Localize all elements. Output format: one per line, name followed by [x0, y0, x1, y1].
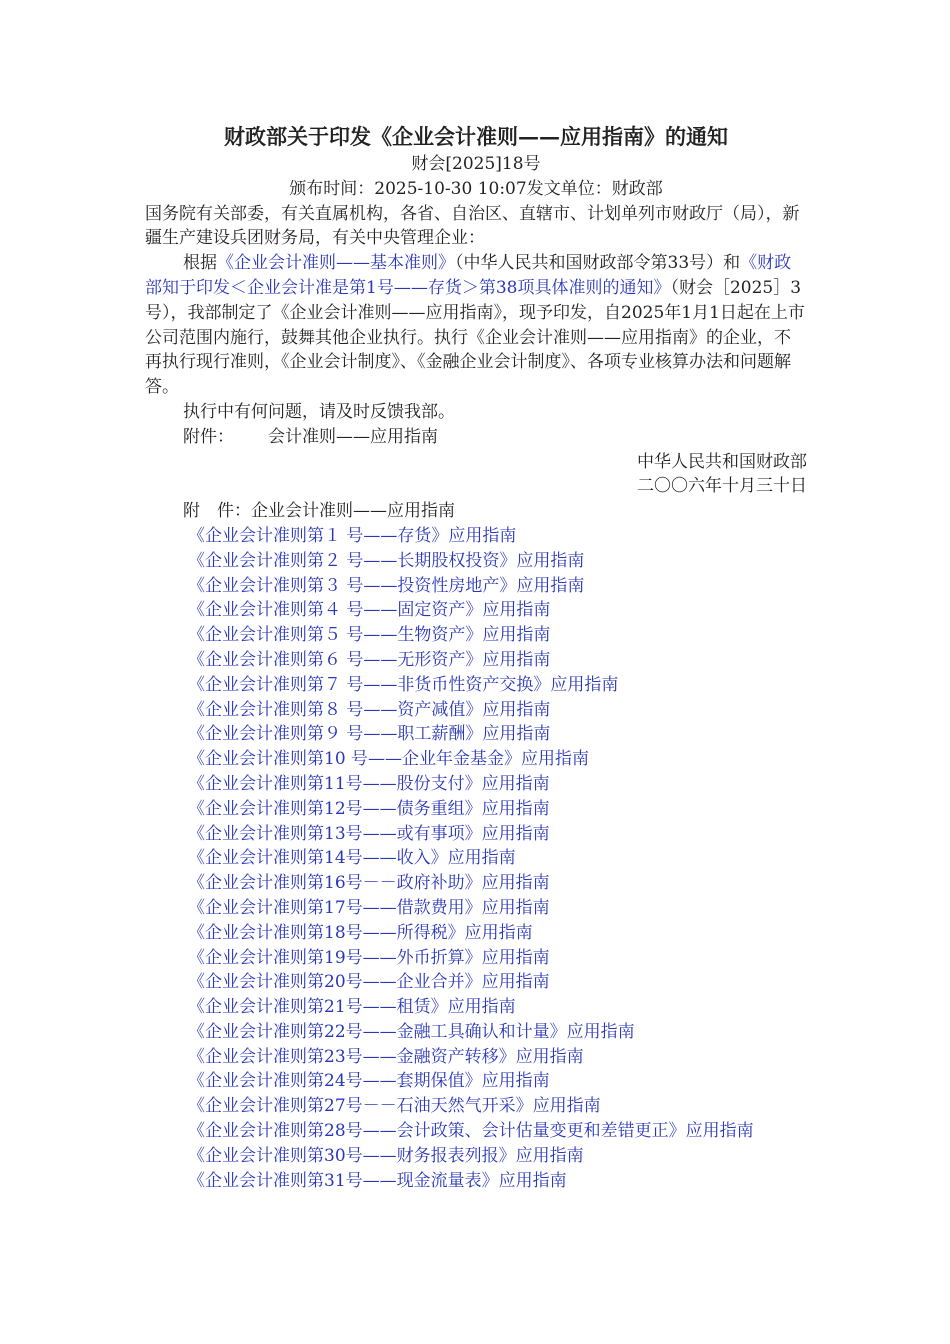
publish-info: 颁布时间：2025-10-30 10:07发文单位：财政部 [289, 178, 663, 199]
document-page [145, 122, 807, 1193]
guide-link[interactable]: 《企业会计准则第17号——借款费用》应用指南 [188, 897, 550, 918]
guide-link[interactable]: 《企业会计准则第10 号——企业年金基金》应用指南 [188, 749, 590, 770]
guide-link[interactable]: 《企业会计准则第24号——套期保值》应用指南 [188, 1071, 550, 1092]
attachment-label: 附件： [183, 426, 234, 447]
guide-link[interactable]: 《企业会计准则第28号——会计政策、会计估量变更和差错更正》应用指南 [188, 1121, 754, 1142]
guide-link[interactable]: 《企业会计准则第23号——金融资产转移》应用指南 [188, 1046, 584, 1067]
addressees: 国务院有关部委，有关直属机构，各省、自治区、直辖市、计划单列市财政厅（局），新疆生产建设兵团财务局，有关中央管理企业： [145, 203, 800, 249]
guide-link[interactable]: 《企业会计准则第２ 号——长期股权投资》应用指南 [188, 550, 585, 571]
document-number: 财会[2025]18号 [411, 154, 541, 174]
guide-link[interactable]: 《企业会计准则第22号——金融工具确认和计量》应用指南 [188, 1021, 635, 1042]
guide-link[interactable]: 《企业会计准则第19号——外币折算》应用指南 [188, 947, 550, 968]
guide-link[interactable]: 《企业会计准则第27号－－石油天然气开采》应用指南 [188, 1096, 601, 1117]
main-paragraph-decree: （中华人民共和国财政部令第33号）和 [455, 253, 741, 274]
guide-link[interactable]: 《企业会计准则第13号——或有事项》应用指南 [188, 823, 550, 844]
main-paragraph-rest: （财会［2025］3号），我部制定了《企业会计准则——应用指南》，现予印发，自2025年1月1日起在上市公司范围内施行，鼓舞其他企业执行。执行《企业会计准则——应用指南》的企业，不再执行现行准则，《企业会计制度》、《金融企业会计制度》、各项专业核算办法和问题解答。 [145, 277, 805, 398]
page-title: 财政部关于印发《企业会计准则——应用指南》的通知 [224, 124, 728, 149]
attachment-line [145, 425, 807, 450]
guide-link[interactable]: 《企业会计准则第３ 号——投资性房地产》应用指南 [188, 575, 585, 596]
signature-date: 二〇〇六年十月三十日 [637, 476, 807, 497]
attachment-heading: 附 件：企业会计准则——应用指南 [183, 501, 455, 522]
guide-link[interactable]: 《企业会计准则第20号——企业合并》应用指南 [188, 972, 550, 993]
guide-link[interactable]: 《企业会计准则第31号——现金流量表》应用指南 [188, 1170, 567, 1191]
guide-link[interactable]: 《企业会计准则第４ 号——固定资产》应用指南 [188, 600, 551, 621]
main-paragraph-prefix: 根据 [183, 253, 217, 274]
guide-link[interactable]: 《企业会计准则第９ 号——职工薪酬》应用指南 [188, 724, 551, 745]
signature: 中华人民共和国财政部 [637, 451, 807, 472]
guide-link[interactable]: 《企业会计准则第16号－－政府补助》应用指南 [188, 873, 550, 894]
guide-link[interactable]: 《企业会计准则第５ 号——生物资产》应用指南 [188, 625, 551, 646]
main-paragraph [145, 251, 807, 400]
feedback-paragraph: 执行中有何问题，请及时反馈我部。 [183, 401, 455, 422]
guide-link[interactable]: 《企业会计准则第７ 号——非货币性资产交换》应用指南 [188, 674, 619, 695]
guide-link[interactable]: 《企业会计准则第８ 号——资产减值》应用指南 [188, 699, 551, 720]
guide-link[interactable]: 《企业会计准则第21号——租赁》应用指南 [188, 997, 516, 1018]
guide-link[interactable]: 《企业会计准则第１ 号——存货》应用指南 [188, 525, 517, 546]
guide-link[interactable]: 《企业会计准则第18号——所得税》应用指南 [188, 922, 533, 943]
guide-link[interactable]: 《企业会计准则第12号——债务重组》应用指南 [188, 798, 550, 819]
basic-standard-link[interactable]: 《企业会计准则——基本准则》 [217, 253, 455, 274]
guide-link[interactable]: 《企业会计准则第30号——财务报表列报》应用指南 [188, 1145, 584, 1166]
attachment-value: 会计准则——应用指南 [268, 426, 438, 447]
guide-link[interactable]: 《企业会计准则第14号——收入》应用指南 [188, 848, 516, 869]
notice-link[interactable]: 《财政部知于印发＜企业会计准是第1号——存货＞第38项具体准则的通知》 [145, 253, 792, 298]
guide-link[interactable]: 《企业会计准则第６ 号——无形资产》应用指南 [188, 649, 551, 670]
guide-list [145, 524, 807, 1194]
guide-link[interactable]: 《企业会计准则第11号——股份支付》应用指南 [188, 773, 550, 794]
